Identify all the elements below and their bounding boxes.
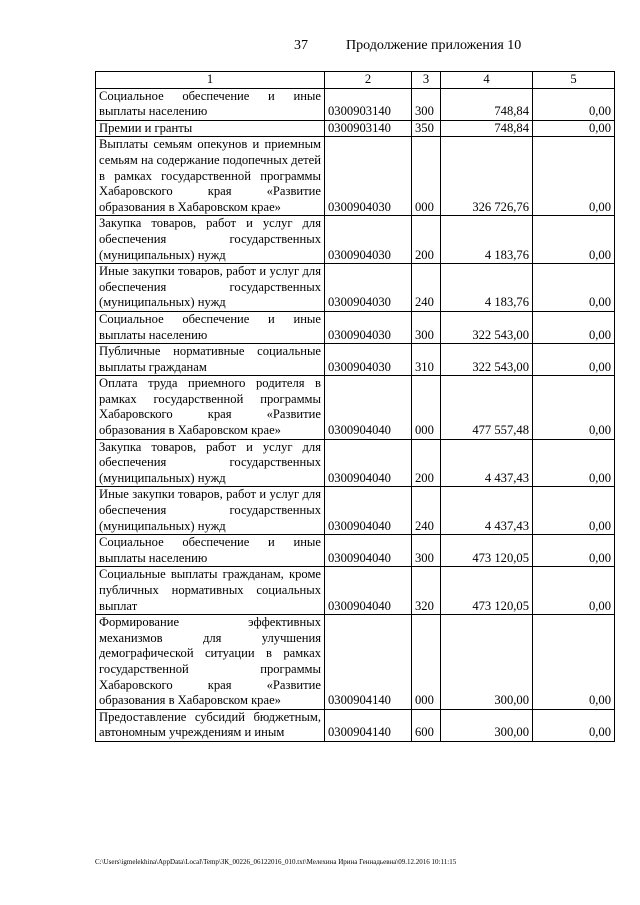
target-article-code: 0300904030 (325, 311, 412, 343)
row-name: Социальные выплаты гражданам, кроме публичных нормативных социальных выплат (96, 567, 325, 615)
expense-type-code: 240 (412, 487, 441, 535)
amount-2018: 0,00 (533, 709, 615, 741)
table-row (96, 120, 615, 137)
target-article-code: 0300904040 (325, 439, 412, 487)
row-name: Закупка товаров, работ и услуг для обеспечения государственных (муниципальных) нужд (96, 439, 325, 487)
amount-2018: 0,00 (533, 567, 615, 615)
amount-2017: 300,00 (441, 615, 533, 710)
expense-type-code: 300 (412, 535, 441, 567)
amount-2017: 473 120,05 (441, 535, 533, 567)
table-row (96, 567, 615, 615)
target-article-code: 0300903140 (325, 88, 412, 120)
column-header: 3 (412, 72, 441, 89)
amount-2018: 0,00 (533, 88, 615, 120)
expense-type-code: 320 (412, 567, 441, 615)
row-name: Социальное обеспечение и иные выплаты населению (96, 311, 325, 343)
budget-table (95, 71, 615, 742)
row-name: Премии и гранты (96, 120, 325, 137)
expense-type-code: 000 (412, 376, 441, 439)
amount-2017: 4 183,76 (441, 264, 533, 312)
table-row (96, 88, 615, 120)
row-name: Формирование эффективных механизмов для улучшения демографической ситуации в рамках государственной программы Хабаровского края «Развитие образования в Хабаровском крае» (96, 615, 325, 710)
amount-2018: 0,00 (533, 439, 615, 487)
column-header: 1 (96, 72, 325, 89)
expense-type-code: 240 (412, 264, 441, 312)
amount-2017: 4 183,76 (441, 216, 533, 264)
target-article-code: 0300904030 (325, 264, 412, 312)
table-row (96, 311, 615, 343)
amount-2018: 0,00 (533, 535, 615, 567)
row-name: Оплата труда приемного родителя в рамках государственной программы Хабаровского края «Развитие образования в Хабаровском крае» (96, 376, 325, 439)
expense-type-code: 200 (412, 216, 441, 264)
row-name: Социальное обеспечение и иные выплаты населению (96, 535, 325, 567)
expense-type-code: 310 (412, 344, 441, 376)
row-name: Иные закупки товаров, работ и услуг для обеспечения государственных (муниципальных) нужд (96, 487, 325, 535)
target-article-code: 0300904030 (325, 137, 412, 216)
row-name: Предоставление субсидий бюджетным, автономным учреждениям и иным (96, 709, 325, 741)
target-article-code: 0300904040 (325, 487, 412, 535)
expense-type-code: 200 (412, 439, 441, 487)
expense-type-code: 300 (412, 311, 441, 343)
amount-2017: 477 557,48 (441, 376, 533, 439)
amount-2017: 748,84 (441, 88, 533, 120)
amount-2017: 322 543,00 (441, 311, 533, 343)
column-header: 5 (533, 72, 615, 89)
expense-type-code: 350 (412, 120, 441, 137)
target-article-code: 0300904040 (325, 535, 412, 567)
appendix-title: Продолжение приложения 10 (346, 38, 522, 53)
target-article-code: 0300904140 (325, 709, 412, 741)
target-article-code: 0300904140 (325, 615, 412, 710)
row-name: Закупка товаров, работ и услуг для обеспечения государственных (муниципальных) нужд (96, 216, 325, 264)
target-article-code: 0300904040 (325, 376, 412, 439)
expense-type-code: 600 (412, 709, 441, 741)
expense-type-code: 000 (412, 615, 441, 710)
row-name: Выплаты семьям опекунов и приемным семьям на содержание подопечных детей в рамках государственной программы Хабаровского края «Развитие образования в Хабаровском крае» (96, 137, 325, 216)
amount-2018: 0,00 (533, 120, 615, 137)
table-row (96, 137, 615, 216)
amount-2017: 4 437,43 (441, 439, 533, 487)
page-number: 37 (294, 38, 308, 53)
amount-2017: 473 120,05 (441, 567, 533, 615)
row-name: Социальное обеспечение и иные выплаты населению (96, 88, 325, 120)
table-row (96, 439, 615, 487)
expense-type-code: 300 (412, 88, 441, 120)
amount-2018: 0,00 (533, 376, 615, 439)
amount-2017: 326 726,76 (441, 137, 533, 216)
amount-2018: 0,00 (533, 264, 615, 312)
amount-2018: 0,00 (533, 137, 615, 216)
amount-2017: 748,84 (441, 120, 533, 137)
column-header: 4 (441, 72, 533, 89)
amount-2018: 0,00 (533, 344, 615, 376)
amount-2018: 0,00 (533, 311, 615, 343)
amount-2017: 322 543,00 (441, 344, 533, 376)
target-article-code: 0300903140 (325, 120, 412, 137)
amount-2018: 0,00 (533, 487, 615, 535)
amount-2017: 4 437,43 (441, 487, 533, 535)
table-row (96, 709, 615, 741)
amount-2018: 0,00 (533, 216, 615, 264)
table-row (96, 615, 615, 710)
table-row (96, 487, 615, 535)
amount-2018: 0,00 (533, 615, 615, 710)
file-path-footer: C:\Users\igmelekhina\AppData\Local\Temp\ЗК_00226_06122016_010.txt\Мелехина Ирина Геннадьевна\09.12.2016 10:11:15 (95, 858, 457, 866)
amount-2017: 300,00 (441, 709, 533, 741)
target-article-code: 0300904030 (325, 216, 412, 264)
column-header-row (96, 72, 615, 89)
column-header: 2 (325, 72, 412, 89)
table-row (96, 264, 615, 312)
table-row (96, 535, 615, 567)
expense-type-code: 000 (412, 137, 441, 216)
row-name: Публичные нормативные социальные выплаты гражданам (96, 344, 325, 376)
table-row (96, 344, 615, 376)
row-name: Иные закупки товаров, работ и услуг для обеспечения государственных (муниципальных) нужд (96, 264, 325, 312)
target-article-code: 0300904040 (325, 567, 412, 615)
table-row (96, 376, 615, 439)
table-row (96, 216, 615, 264)
target-article-code: 0300904030 (325, 344, 412, 376)
